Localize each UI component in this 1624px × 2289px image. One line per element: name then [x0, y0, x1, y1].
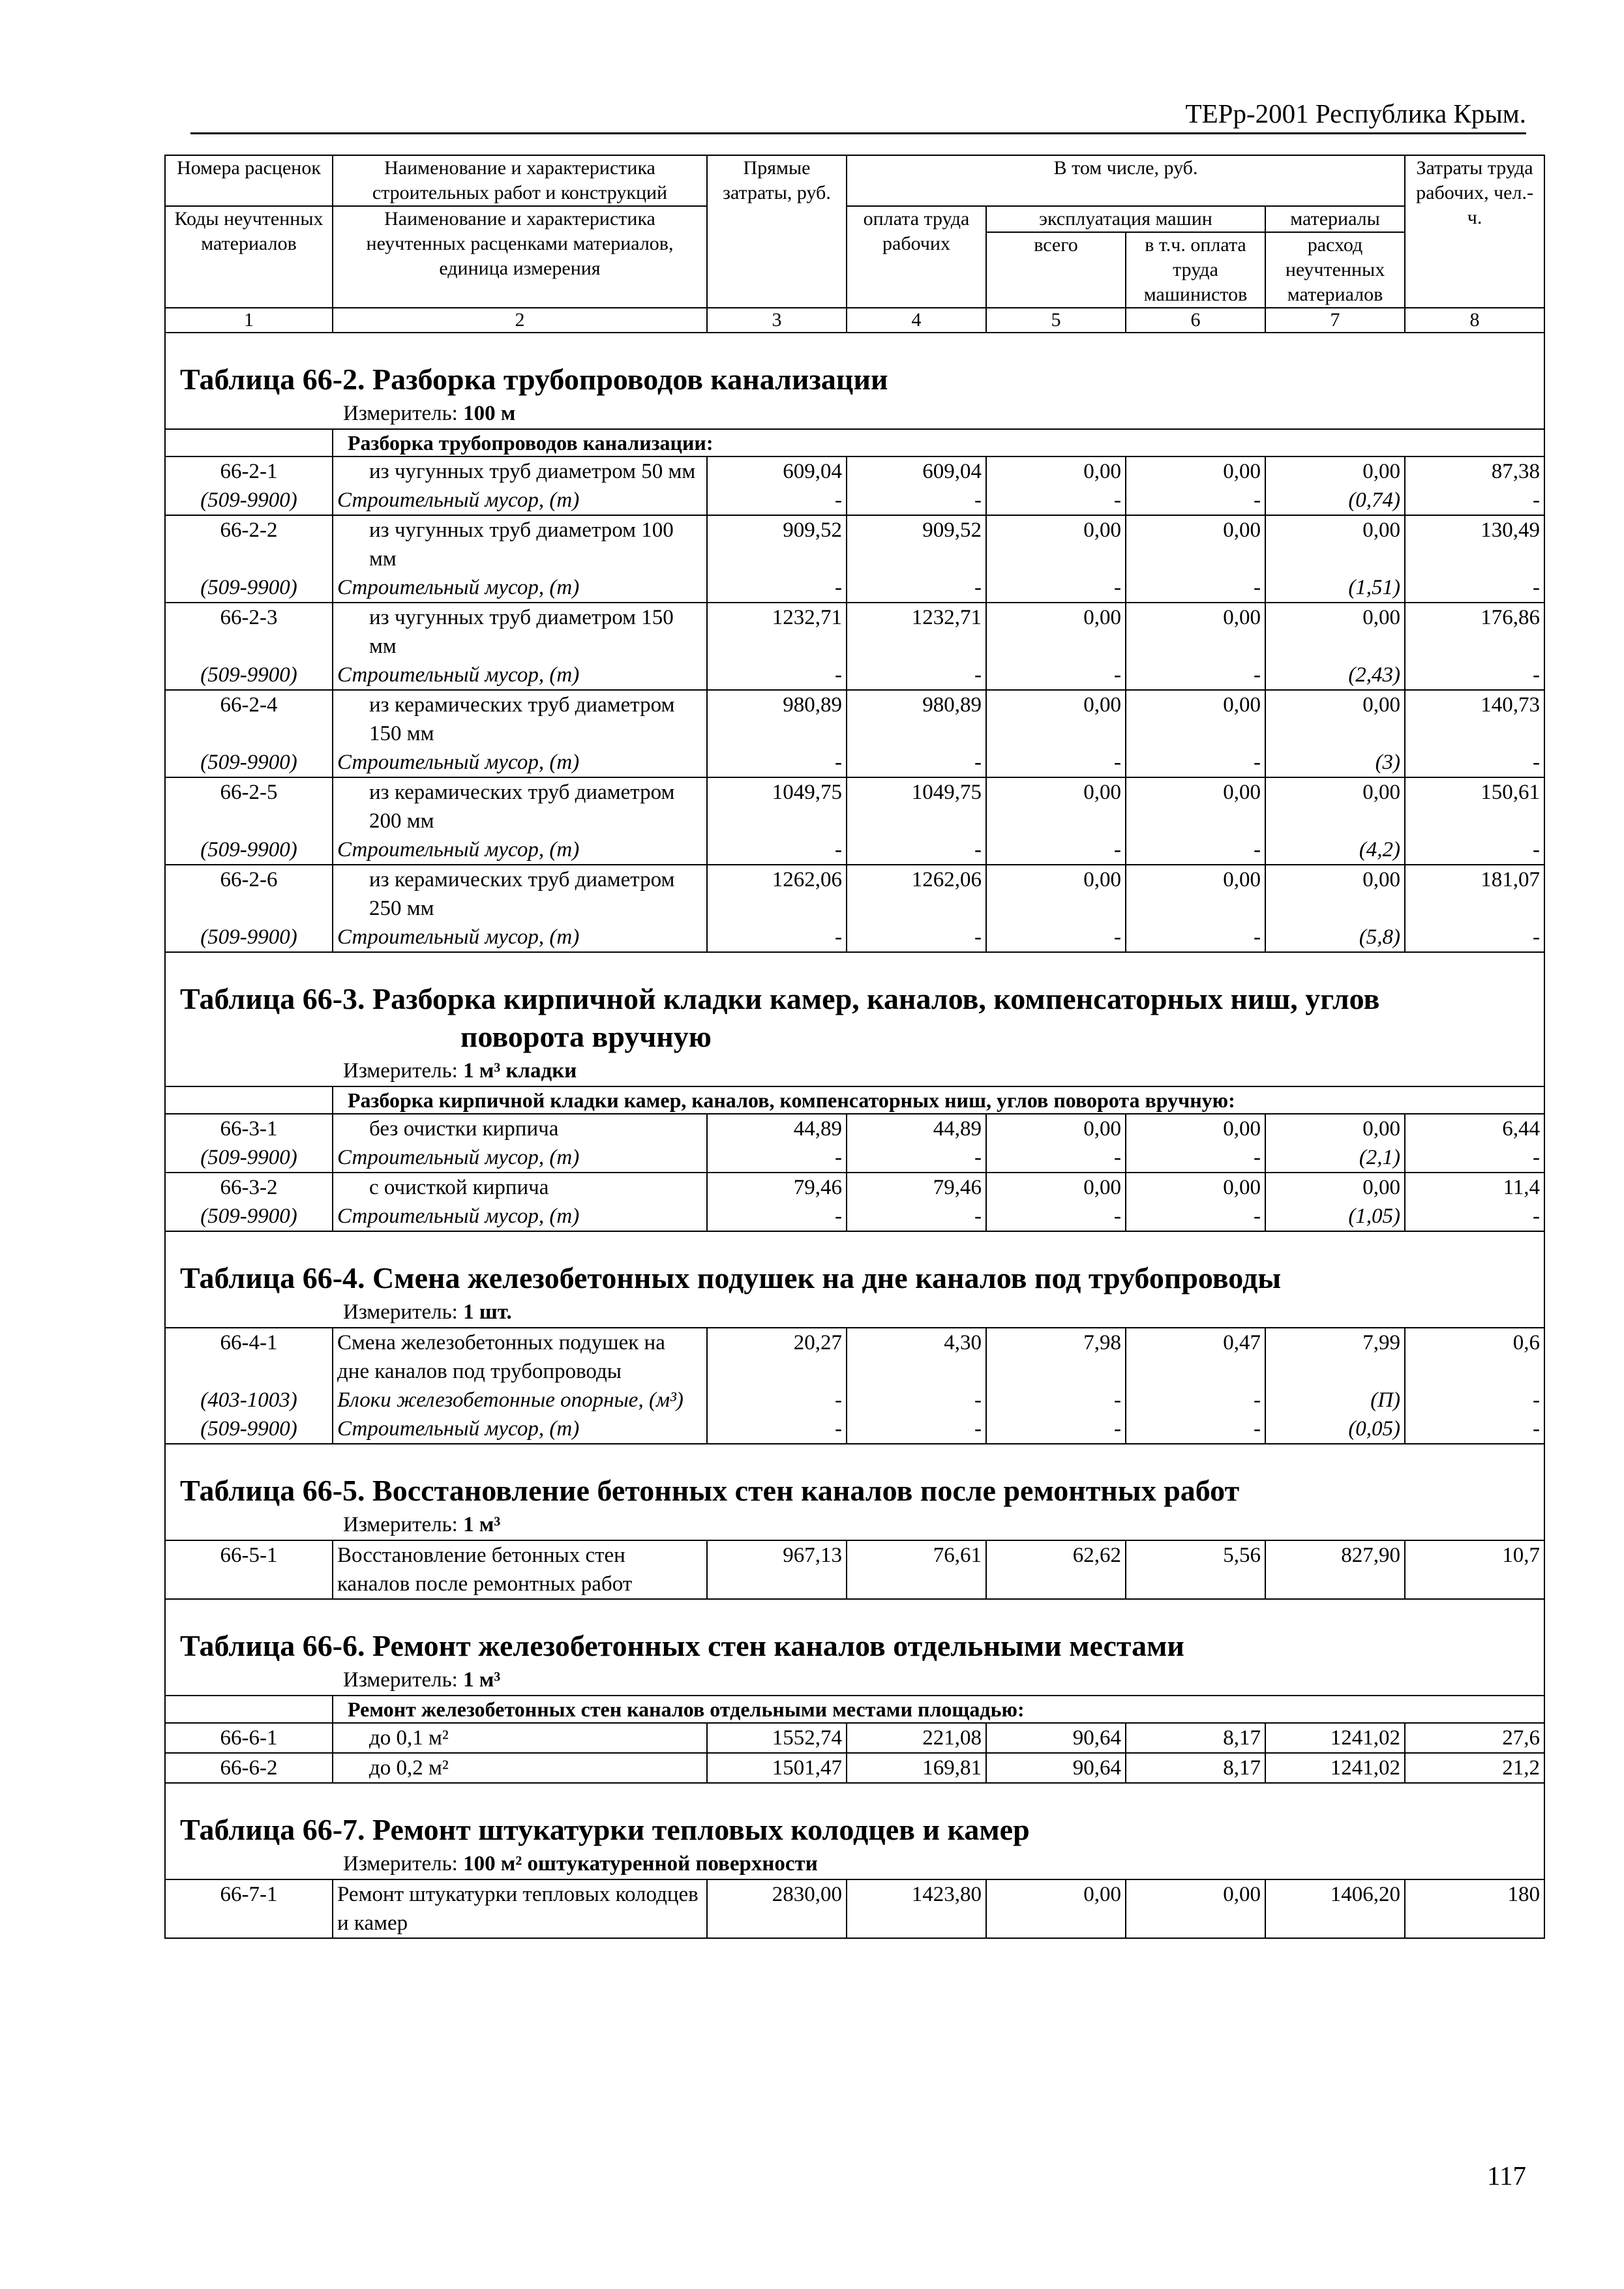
- material-value: -: [986, 661, 1126, 690]
- measure-line: [165, 1510, 1544, 1540]
- value-cell: 11,4: [1405, 1173, 1544, 1202]
- section-spacer: [165, 1086, 333, 1114]
- work-name: из чугунных труб диаметром 100 мм: [333, 515, 707, 573]
- material-row: [165, 1143, 1544, 1173]
- material-value: -: [1405, 1143, 1544, 1173]
- value-cell: 44,89: [847, 1114, 986, 1143]
- measure-line: [165, 1849, 1544, 1879]
- table-row: [165, 1173, 1544, 1202]
- work-name: Восстановление бетонных стен каналов после ремонтных работ: [333, 1540, 707, 1599]
- material-value: (2,43): [1265, 661, 1405, 690]
- table-rows: [165, 1086, 1544, 1231]
- header-rule: [190, 132, 1526, 134]
- material-value: -: [1405, 573, 1544, 603]
- material-value: (0,74): [1265, 486, 1405, 515]
- material-code: (509-9900): [165, 1202, 333, 1231]
- value-cell: 7,99: [1265, 1328, 1405, 1386]
- material-name: Строительный мусор, (т): [333, 1202, 707, 1231]
- material-code: (403-1003): [165, 1386, 333, 1414]
- material-value: -: [986, 1414, 1126, 1444]
- material-value: -: [707, 1143, 847, 1173]
- section-heading: Разборка кирпичной кладки камер, каналов, компенсаторных ниш, углов поворота вручную:: [333, 1086, 1544, 1114]
- column-number: 1: [165, 308, 333, 333]
- col-header-including: В том числе, руб.: [847, 155, 1405, 206]
- material-value: -: [986, 923, 1126, 952]
- material-value: -: [847, 1202, 986, 1231]
- table-title-text: Таблица 66-3. Разборка кирпичной кладки камер, каналов, компенсаторных ниш, углов: [180, 982, 1380, 1015]
- value-cell: 609,04: [847, 456, 986, 486]
- rate-code: 66-2-4: [165, 690, 333, 748]
- col-header-materials: материалы: [1265, 206, 1405, 232]
- value-cell: 0,00: [1126, 1114, 1265, 1143]
- column-number: 2: [333, 308, 707, 333]
- material-name: Строительный мусор, (т): [333, 1143, 707, 1173]
- work-name: без очистки кирпича: [333, 1114, 707, 1143]
- material-value: -: [1126, 1386, 1265, 1414]
- material-value: -: [1126, 1143, 1265, 1173]
- work-name: из чугунных труб диаметром 50 мм: [333, 456, 707, 486]
- value-cell: 5,56: [1126, 1540, 1265, 1599]
- material-value: (2,1): [1265, 1143, 1405, 1173]
- value-cell: 87,38: [1405, 456, 1544, 486]
- value-cell: 0,00: [1126, 865, 1265, 923]
- value-cell: 0,00: [1126, 1173, 1265, 1202]
- material-row: [165, 1414, 1544, 1444]
- value-cell: 980,89: [847, 690, 986, 748]
- material-value: -: [847, 661, 986, 690]
- material-value: (1,05): [1265, 1202, 1405, 1231]
- table-title-text: Таблица 66-4. Смена железобетонных подушек на дне каналов под трубопроводы: [180, 1261, 1282, 1294]
- measure-label: Измеритель:: [343, 1852, 458, 1876]
- value-cell: 0,00: [1126, 777, 1265, 835]
- material-code: (509-9900): [165, 1414, 333, 1444]
- value-cell: 27,6: [1405, 1723, 1544, 1753]
- table-row: [165, 1723, 1544, 1753]
- value-cell: 221,08: [847, 1723, 986, 1753]
- material-value: (4,2): [1265, 835, 1405, 865]
- measure-value: 100 м: [463, 402, 516, 425]
- material-value: -: [1126, 573, 1265, 603]
- material-value: -: [707, 923, 847, 952]
- column-number: 3: [707, 308, 847, 333]
- value-cell: 6,44: [1405, 1114, 1544, 1143]
- measure-line: [165, 1665, 1544, 1696]
- material-value: -: [1405, 486, 1544, 515]
- value-cell: 2830,00: [707, 1879, 847, 1938]
- material-value: -: [1126, 835, 1265, 865]
- col-header-material-name: Наименование и характеристика неучтенных расценками материалов, единица измерения: [333, 206, 707, 308]
- value-cell: 0,00: [986, 1173, 1126, 1202]
- material-name: Строительный мусор, (т): [333, 661, 707, 690]
- measure-value: 1 шт.: [463, 1300, 512, 1324]
- work-name: из чугунных труб диаметром 150 мм: [333, 603, 707, 661]
- table-title-continuation: поворота вручную: [460, 1020, 712, 1053]
- value-cell: 0,00: [1126, 603, 1265, 661]
- table-rows: [165, 1328, 1544, 1444]
- document-header-title: ТЕРр-2001 Республика Крым.: [1185, 98, 1526, 128]
- measure-value: 1 м³: [463, 1668, 501, 1692]
- table-row: [165, 603, 1544, 661]
- table-title: [165, 1231, 1544, 1297]
- material-value: -: [986, 573, 1126, 603]
- material-value: -: [707, 573, 847, 603]
- measure-label: Измеритель:: [343, 1059, 458, 1083]
- work-name: с очисткой кирпича: [333, 1173, 707, 1202]
- material-value: -: [1405, 748, 1544, 777]
- value-cell: 967,13: [707, 1540, 847, 1599]
- material-value: -: [707, 661, 847, 690]
- work-name: до 0,2 м²: [333, 1753, 707, 1783]
- price-table: [164, 155, 1545, 1939]
- measure-label: Измеритель:: [343, 1513, 458, 1536]
- page-number: 117: [1487, 2161, 1526, 2191]
- value-cell: 0,00: [1126, 1879, 1265, 1938]
- col-header-machinists-pay: в т.ч. оплата труда машинистов: [1126, 232, 1265, 308]
- value-cell: 0,00: [1126, 690, 1265, 748]
- value-cell: 176,86: [1405, 603, 1544, 661]
- material-value: -: [1126, 661, 1265, 690]
- column-number: 6: [1126, 308, 1265, 333]
- measure-label: Измеритель:: [343, 402, 458, 425]
- measure-line: [165, 1056, 1544, 1086]
- material-name: Строительный мусор, (т): [333, 748, 707, 777]
- value-cell: 0,00: [1265, 515, 1405, 573]
- value-cell: 76,61: [847, 1540, 986, 1599]
- value-cell: 169,81: [847, 1753, 986, 1783]
- measure-value: 1 м³: [463, 1513, 501, 1536]
- work-name: Ремонт штукатурки тепловых колодцев и камер: [333, 1879, 707, 1938]
- value-cell: 0,00: [986, 1879, 1126, 1938]
- value-cell: 8,17: [1126, 1723, 1265, 1753]
- rate-code: 66-6-1: [165, 1723, 333, 1753]
- measure-line: [165, 398, 1544, 429]
- material-value: -: [986, 1386, 1126, 1414]
- rate-code: 66-2-2: [165, 515, 333, 573]
- material-row: [165, 748, 1544, 777]
- material-row: [165, 573, 1544, 603]
- table-block: [165, 333, 1544, 429]
- measure-value: 100 м² оштукатуренной поверхности: [463, 1852, 818, 1876]
- material-value: -: [1405, 661, 1544, 690]
- material-code: (509-9900): [165, 661, 333, 690]
- rate-code: 66-3-1: [165, 1114, 333, 1143]
- material-code: (509-9900): [165, 573, 333, 603]
- work-name: Смена железобетонных подушек на дне каналов под трубопроводы: [333, 1328, 707, 1386]
- value-cell: 1262,06: [847, 865, 986, 923]
- table-rows: [165, 1540, 1544, 1599]
- material-value: -: [1126, 923, 1265, 952]
- measure-value: 1 м³ кладки: [463, 1059, 577, 1083]
- col-header-rate-numbers: Номера расценок: [165, 155, 333, 206]
- material-row: [165, 923, 1544, 952]
- material-value: -: [1405, 835, 1544, 865]
- value-cell: 827,90: [1265, 1540, 1405, 1599]
- table-rows: [165, 429, 1544, 952]
- material-code: (509-9900): [165, 1143, 333, 1173]
- value-cell: 1232,71: [847, 603, 986, 661]
- material-code: (509-9900): [165, 486, 333, 515]
- value-cell: 0,00: [986, 865, 1126, 923]
- value-cell: 0,00: [986, 777, 1126, 835]
- table-title: [165, 333, 1544, 398]
- value-cell: 909,52: [847, 515, 986, 573]
- table-title: [165, 1444, 1544, 1510]
- table-rows: [165, 1879, 1544, 1938]
- material-value: -: [1126, 1202, 1265, 1231]
- section-heading: Ремонт железобетонных стен каналов отдельными местами площадью:: [333, 1696, 1544, 1723]
- table-row: [165, 777, 1544, 835]
- table-title-text: Таблица 66-6. Ремонт железобетонных стен каналов отдельными местами: [180, 1629, 1184, 1662]
- material-name: Строительный мусор, (т): [333, 1414, 707, 1444]
- material-value: (0,05): [1265, 1414, 1405, 1444]
- col-header-work-name: Наименование и характеристика строительных работ и конструкций: [333, 155, 707, 206]
- material-row: [165, 835, 1544, 865]
- value-cell: 150,61: [1405, 777, 1544, 835]
- table-title: [165, 1599, 1544, 1665]
- table-row: [165, 515, 1544, 573]
- value-cell: 1232,71: [707, 603, 847, 661]
- value-cell: 180: [1405, 1879, 1544, 1938]
- value-cell: 1406,20: [1265, 1879, 1405, 1938]
- value-cell: 0,00: [986, 603, 1126, 661]
- rate-code: 66-3-2: [165, 1173, 333, 1202]
- rate-code: 66-4-1: [165, 1328, 333, 1386]
- value-cell: 0,00: [1265, 1173, 1405, 1202]
- value-cell: 20,27: [707, 1328, 847, 1386]
- measure-line: [165, 1297, 1544, 1328]
- value-cell: 90,64: [986, 1753, 1126, 1783]
- measure-label: Измеритель:: [343, 1300, 458, 1324]
- col-header-machines: эксплуатация машин: [986, 206, 1265, 232]
- col-header-machines-total: всего: [986, 232, 1126, 308]
- material-value: -: [1405, 923, 1544, 952]
- material-value: -: [707, 1414, 847, 1444]
- material-row: [165, 486, 1544, 515]
- material-value: -: [847, 573, 986, 603]
- value-cell: 0,00: [1265, 865, 1405, 923]
- material-row: [165, 661, 1544, 690]
- value-cell: 44,89: [707, 1114, 847, 1143]
- value-cell: 62,62: [986, 1540, 1126, 1599]
- value-cell: 7,98: [986, 1328, 1126, 1386]
- table-row: [165, 1540, 1544, 1599]
- value-cell: 0,00: [1265, 1114, 1405, 1143]
- column-number: 4: [847, 308, 986, 333]
- material-value: -: [847, 486, 986, 515]
- material-value: -: [707, 486, 847, 515]
- table-title: [165, 952, 1544, 1056]
- column-number: 8: [1405, 308, 1544, 333]
- work-name: из керамических труб диаметром 150 мм: [333, 690, 707, 748]
- value-cell: 0,00: [1265, 690, 1405, 748]
- value-cell: 0,00: [986, 515, 1126, 573]
- value-cell: 10,7: [1405, 1540, 1544, 1599]
- value-cell: 90,64: [986, 1723, 1126, 1753]
- material-value: (3): [1265, 748, 1405, 777]
- table-header: [165, 155, 1544, 308]
- material-value: (П): [1265, 1386, 1405, 1414]
- material-value: -: [1126, 486, 1265, 515]
- value-cell: 909,52: [707, 515, 847, 573]
- value-cell: 8,17: [1126, 1753, 1265, 1783]
- table-title-text: Таблица 66-7. Ремонт штукатурки тепловых колодцев и камер: [180, 1813, 1030, 1846]
- col-header-direct-costs: Прямые затраты, руб.: [707, 155, 847, 308]
- value-cell: 21,2: [1405, 1753, 1544, 1783]
- material-value: -: [1126, 1414, 1265, 1444]
- value-cell: 0,00: [1265, 456, 1405, 486]
- value-cell: 1049,75: [707, 777, 847, 835]
- table-title-text: Таблица 66-2. Разборка трубопроводов канализации: [180, 363, 888, 396]
- table-block: [165, 952, 1544, 1086]
- column-numbers-row: [165, 308, 1544, 333]
- material-value: -: [847, 1414, 986, 1444]
- material-row: [165, 1202, 1544, 1231]
- material-value: -: [986, 748, 1126, 777]
- material-name: Строительный мусор, (т): [333, 835, 707, 865]
- table-title: [165, 1783, 1544, 1849]
- material-name: Блоки железобетонные опорные, (м³): [333, 1386, 707, 1414]
- table-row: [165, 1328, 1544, 1386]
- table-row: [165, 865, 1544, 923]
- col-header-worker-pay: оплата труда рабочих: [847, 206, 986, 308]
- value-cell: 980,89: [707, 690, 847, 748]
- value-cell: 79,46: [707, 1173, 847, 1202]
- material-value: -: [1126, 748, 1265, 777]
- material-value: (1,51): [1265, 573, 1405, 603]
- value-cell: 0,00: [1126, 515, 1265, 573]
- work-name: до 0,1 м²: [333, 1723, 707, 1753]
- rate-code: 66-2-5: [165, 777, 333, 835]
- section-spacer: [165, 1696, 333, 1723]
- value-cell: 0,00: [986, 456, 1126, 486]
- table-title-text: Таблица 66-5. Восстановление бетонных стен каналов после ремонтных работ: [180, 1474, 1240, 1507]
- value-cell: 1262,06: [707, 865, 847, 923]
- material-value: -: [986, 1143, 1126, 1173]
- material-code: (509-9900): [165, 835, 333, 865]
- rate-code: 66-7-1: [165, 1879, 333, 1938]
- table-block: [165, 1599, 1544, 1696]
- rate-code: 66-2-3: [165, 603, 333, 661]
- value-cell: 0,00: [1265, 603, 1405, 661]
- value-cell: 79,46: [847, 1173, 986, 1202]
- value-cell: 1552,74: [707, 1723, 847, 1753]
- rate-code: 66-5-1: [165, 1540, 333, 1599]
- material-value: -: [847, 923, 986, 952]
- table-row: [165, 456, 1544, 486]
- material-value: -: [847, 1386, 986, 1414]
- value-cell: 181,07: [1405, 865, 1544, 923]
- value-cell: 1501,47: [707, 1753, 847, 1783]
- value-cell: 1049,75: [847, 777, 986, 835]
- material-row: [165, 1386, 1544, 1414]
- value-cell: 0,00: [986, 690, 1126, 748]
- column-number: 7: [1265, 308, 1405, 333]
- material-value: -: [1405, 1414, 1544, 1444]
- table-row: [165, 690, 1544, 748]
- work-name: из керамических труб диаметром 200 мм: [333, 777, 707, 835]
- table-row: [165, 1114, 1544, 1143]
- value-cell: 0,6: [1405, 1328, 1544, 1386]
- material-value: -: [847, 835, 986, 865]
- value-cell: 609,04: [707, 456, 847, 486]
- col-header-material-codes: Коды неучтенных материалов: [165, 206, 333, 308]
- value-cell: 1241,02: [1265, 1723, 1405, 1753]
- column-number: 5: [986, 308, 1126, 333]
- material-value: -: [847, 748, 986, 777]
- table-block: [165, 1231, 1544, 1328]
- rate-code: 66-6-2: [165, 1753, 333, 1783]
- rate-code: 66-2-6: [165, 865, 333, 923]
- table-block: [165, 1444, 1544, 1540]
- material-name: Строительный мусор, (т): [333, 573, 707, 603]
- rate-code: 66-2-1: [165, 456, 333, 486]
- col-header-labor-costs: Затраты труда рабочих, чел.-ч.: [1405, 155, 1544, 308]
- material-value: -: [986, 486, 1126, 515]
- material-value: -: [707, 1386, 847, 1414]
- material-value: -: [986, 1202, 1126, 1231]
- col-header-material-consumption: расход неучтенных материалов: [1265, 232, 1405, 308]
- material-name: Строительный мусор, (т): [333, 486, 707, 515]
- material-value: -: [1405, 1386, 1544, 1414]
- section-spacer: [165, 429, 333, 456]
- table-row: [165, 1753, 1544, 1783]
- material-value: -: [986, 835, 1126, 865]
- table-row: [165, 1879, 1544, 1938]
- material-code: (509-9900): [165, 923, 333, 952]
- value-cell: 1423,80: [847, 1879, 986, 1938]
- material-value: -: [707, 1202, 847, 1231]
- value-cell: 140,73: [1405, 690, 1544, 748]
- value-cell: 4,30: [847, 1328, 986, 1386]
- section-heading: Разборка трубопроводов канализации:: [333, 429, 1544, 456]
- material-code: (509-9900): [165, 748, 333, 777]
- material-name: Строительный мусор, (т): [333, 923, 707, 952]
- value-cell: 0,47: [1126, 1328, 1265, 1386]
- table-rows: [165, 1696, 1544, 1783]
- measure-label: Измеритель:: [343, 1668, 458, 1692]
- material-value: -: [707, 748, 847, 777]
- material-value: -: [1405, 1202, 1544, 1231]
- material-value: -: [707, 835, 847, 865]
- material-value: (5,8): [1265, 923, 1405, 952]
- value-cell: 1241,02: [1265, 1753, 1405, 1783]
- value-cell: 0,00: [986, 1114, 1126, 1143]
- material-value: -: [847, 1143, 986, 1173]
- value-cell: 130,49: [1405, 515, 1544, 573]
- table-block: [165, 1783, 1544, 1879]
- value-cell: 0,00: [1126, 456, 1265, 486]
- work-name: из керамических труб диаметром 250 мм: [333, 865, 707, 923]
- value-cell: 0,00: [1265, 777, 1405, 835]
